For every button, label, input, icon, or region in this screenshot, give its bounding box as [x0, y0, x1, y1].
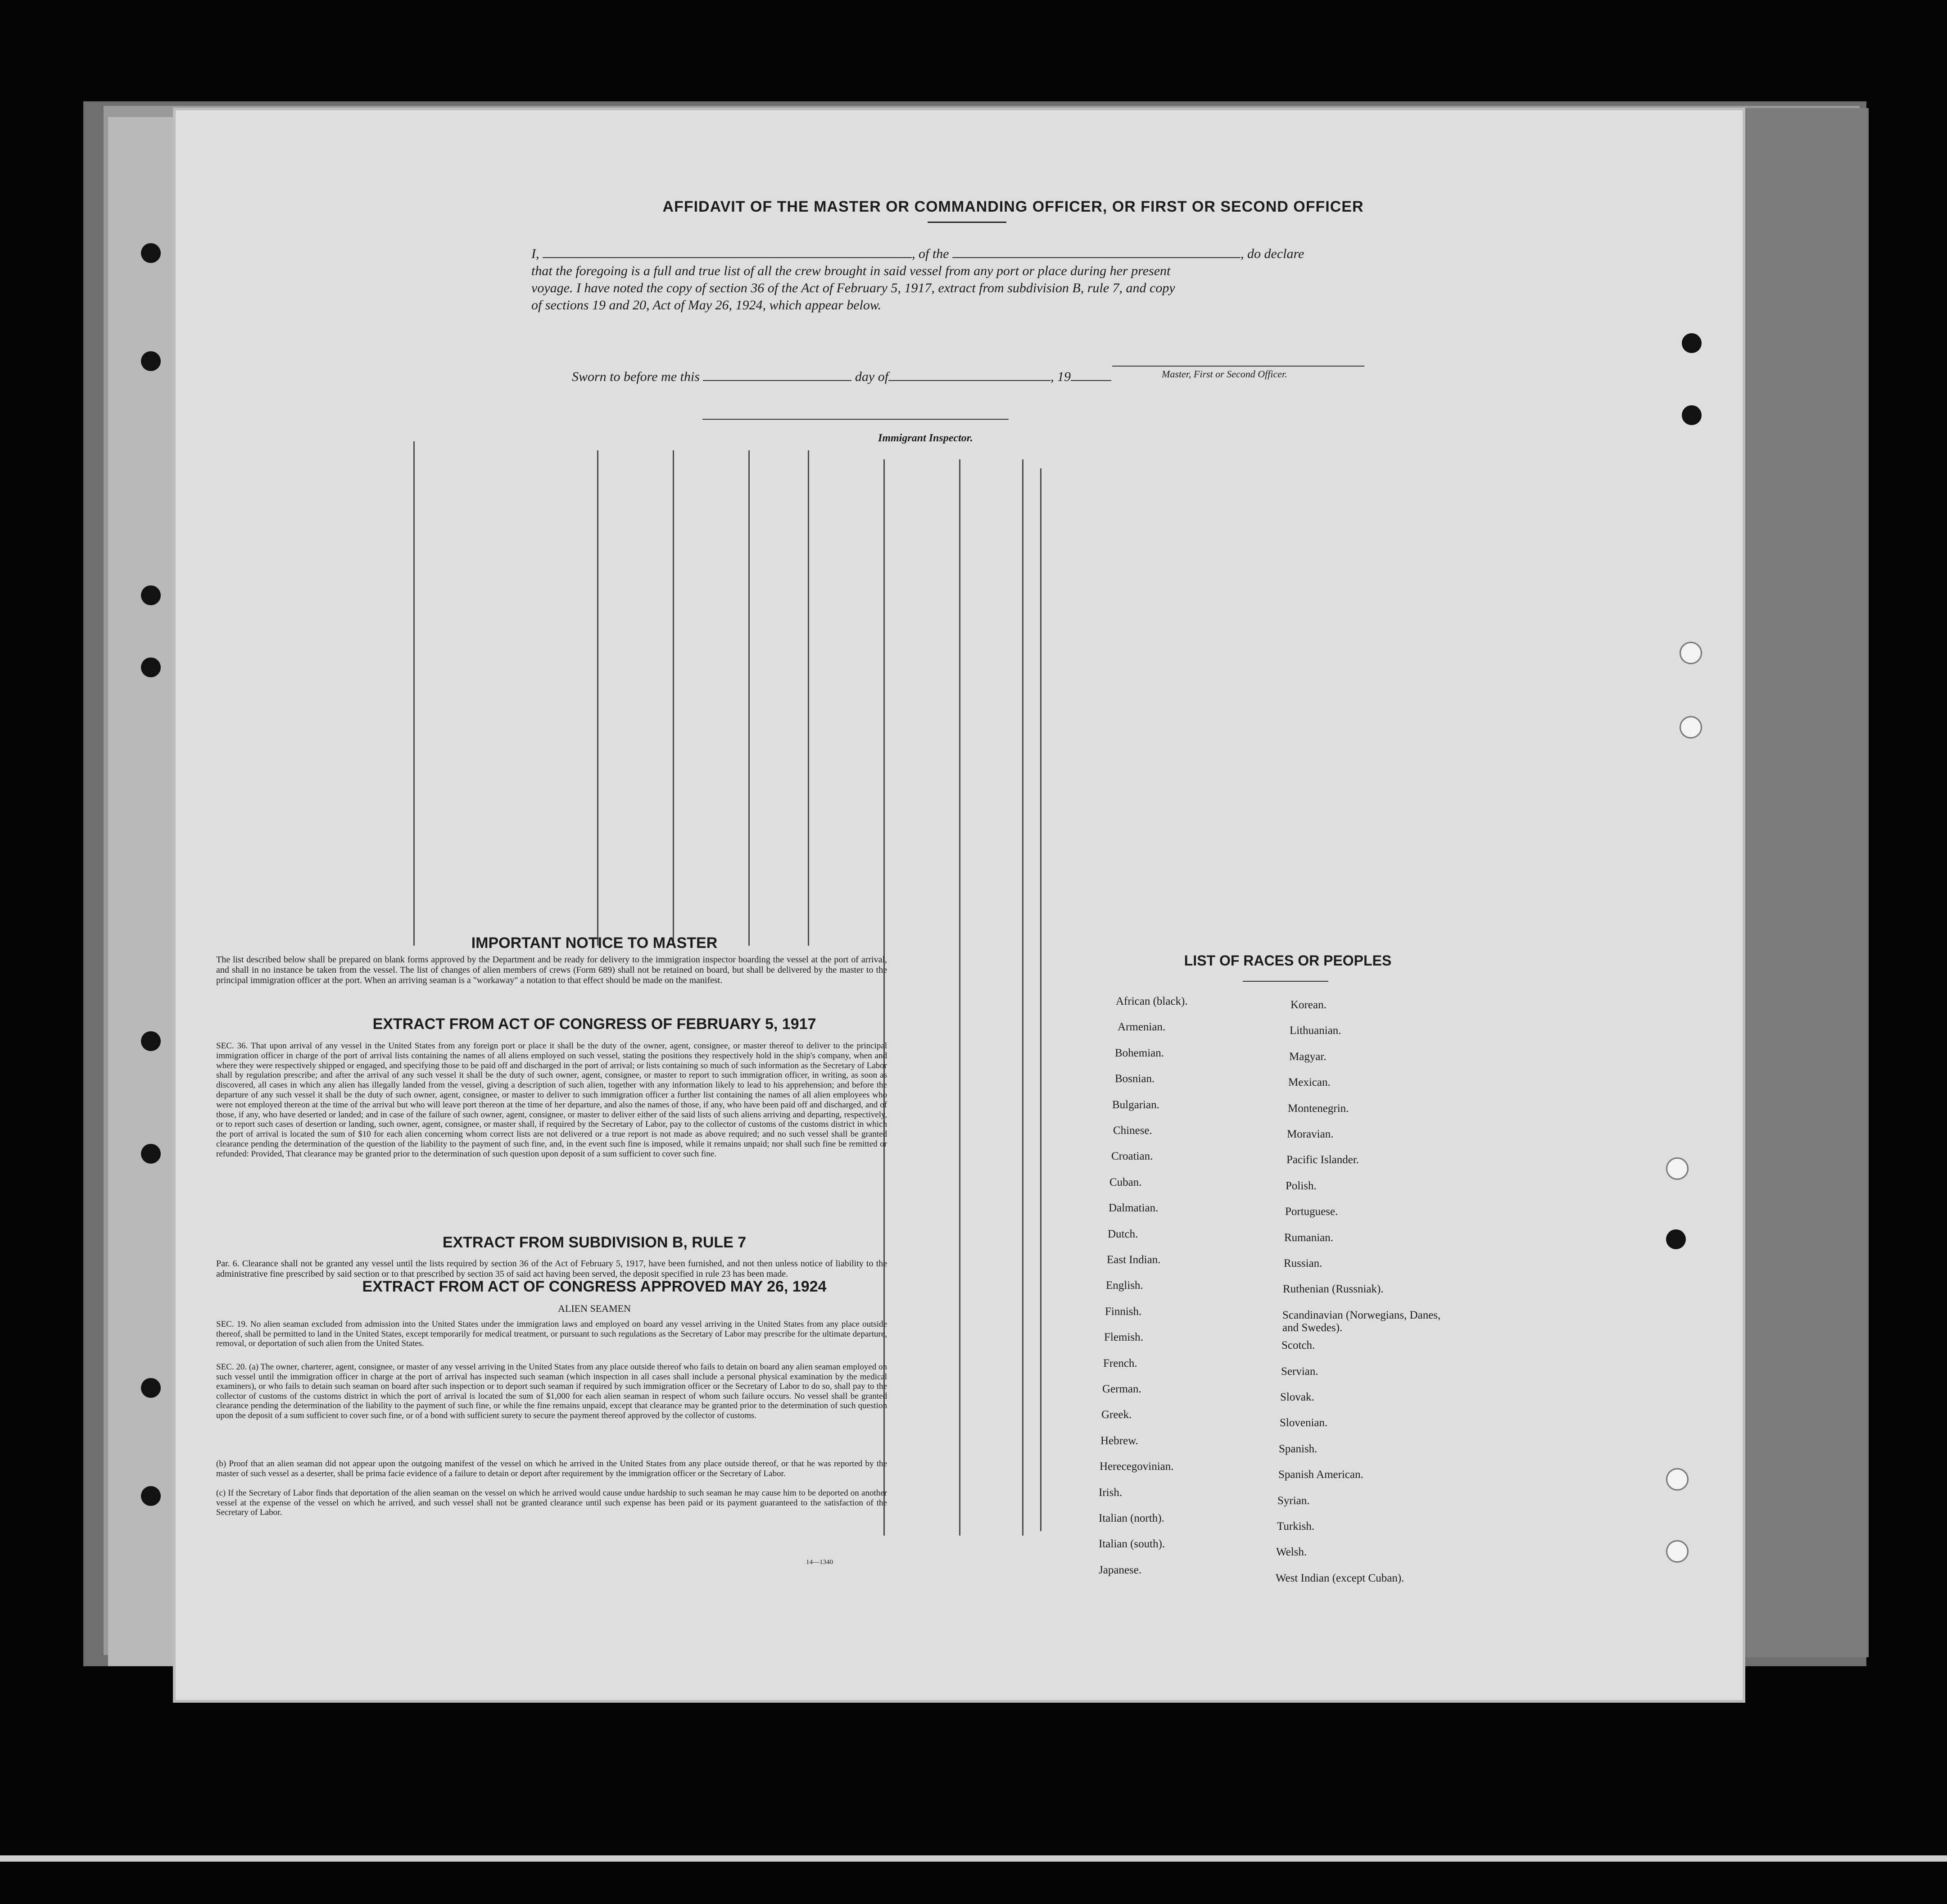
master-signature-label: Master, First or Second Officer. [1162, 368, 1287, 380]
right-flap-sheet [1734, 108, 1869, 1657]
race-item: German. [1102, 1383, 1141, 1395]
race-item: Chinese. [1113, 1124, 1152, 1137]
sec19-text: SEC. 19. No alien seaman excluded from admission into the United States under the immigration laws and employed on board any vessel arriving in the United States from any place outside thereof, shall be permitted to land in the United States, except temporarily for medical treatment, or pursuant to such regulations as the Secretary of Labor may prescribe for the ultimate departure, removal, or deportation of such alien from the United States. [216, 1319, 887, 1348]
sworn-text [572, 369, 1111, 385]
sworn-label: Sworn to before me this [572, 369, 700, 384]
binding-hole-icon [141, 1378, 161, 1398]
race-item: Slovenian. [1280, 1417, 1328, 1429]
binding-strip [108, 117, 176, 1666]
inspector-signature-line[interactable] [702, 419, 1009, 420]
race-item: Italian (north). [1099, 1512, 1164, 1524]
binding-hole-icon [1680, 716, 1702, 739]
rule7-title: EXTRACT FROM SUBDIVISION B, RULE 7 [442, 1234, 747, 1251]
master-signature-line[interactable] [1112, 366, 1364, 367]
race-item: Scotch. [1281, 1339, 1315, 1352]
extract-1924-subtitle: ALIEN SEAMEN [558, 1303, 631, 1314]
table-column-rule [1040, 468, 1041, 1531]
affidavit-line2: voyage. I have noted the copy of section 36 of the Act of February 5, 1917, extract from subdivision B, rule 7, and copy [531, 281, 1175, 295]
race-item: Ruthenian (Russniak). [1283, 1283, 1384, 1296]
race-item: Mexican. [1288, 1076, 1331, 1089]
sworn-day-field[interactable] [703, 380, 851, 381]
table-column-rule [413, 441, 415, 946]
race-item: Rumanian. [1284, 1231, 1334, 1244]
inspector-label: Immigrant Inspector. [878, 432, 973, 444]
binding-hole-icon [1666, 1540, 1689, 1563]
race-item: Spanish American. [1278, 1469, 1363, 1481]
race-item: Bohemian. [1115, 1047, 1164, 1059]
extract-1917-title: EXTRACT FROM ACT OF CONGRESS OF FEBRUARY 5, 1917 [372, 1015, 816, 1033]
binding-hole-icon [141, 1031, 161, 1051]
affidavit-title: AFFIDAVIT OF THE MASTER OR COMMANDING OFFICER, OR FIRST OR SECOND OFFICER [662, 198, 1364, 215]
race-item: Bosnian. [1115, 1073, 1155, 1085]
race-item: Irish. [1099, 1486, 1123, 1499]
binding-hole-icon [1666, 1229, 1686, 1249]
races-title-rule [1243, 981, 1328, 982]
binding-hole-icon [141, 243, 161, 263]
affidavit-of-the: , of the [912, 246, 949, 261]
race-item: Servian. [1281, 1365, 1318, 1378]
race-item: Lithuanian. [1290, 1025, 1341, 1037]
race-item: Spanish. [1279, 1442, 1318, 1455]
notice-body: The list described below shall be prepared on blank forms approved by the Department and be ready for delivery to the immigration inspector boarding the vessel at the port of arrival, and shall in no instance be taken from the vessel. The list of changes of alien members of crews (Form 689) shall not be retained on board, but shall be delivered by the master to the principal immigration officer at the port. When an arriving seaman is a "workaway" a notation to that effect should be made on the manifest. [216, 955, 887, 985]
table-column-rule [1022, 459, 1023, 1536]
affidavit-i-label: I, [531, 246, 539, 261]
race-item: African (black). [1116, 995, 1188, 1007]
binding-hole-icon [1680, 642, 1702, 664]
race-item: Greek. [1101, 1409, 1132, 1421]
race-item: Herecegovinian. [1100, 1460, 1174, 1473]
race-item: Dutch. [1108, 1228, 1138, 1240]
notice-title: IMPORTANT NOTICE TO MASTER [471, 934, 718, 952]
race-item: Korean. [1290, 999, 1327, 1011]
race-item: Portuguese. [1285, 1206, 1338, 1218]
race-item: Armenian. [1118, 1021, 1166, 1034]
year-label: , 19 [1050, 369, 1071, 384]
race-item: Turkish. [1277, 1520, 1315, 1532]
affidavit-do-declare: , do declare [1241, 246, 1304, 261]
race-item: Slovak. [1280, 1391, 1314, 1403]
sworn-month-field[interactable] [888, 380, 1050, 381]
binding-hole-icon [141, 1144, 161, 1164]
name-field[interactable] [543, 257, 912, 258]
binding-hole-icon [1682, 333, 1702, 353]
race-item: Pacific Islander. [1286, 1154, 1359, 1166]
form-number: 14—1340 [806, 1559, 833, 1566]
binding-hole-icon [1666, 1468, 1689, 1491]
race-item: Dalmatian. [1109, 1202, 1159, 1215]
race-item: Finnish. [1105, 1305, 1142, 1318]
binding-hole-icon [1682, 405, 1702, 425]
table-column-rule [673, 450, 674, 946]
race-item: East Indian. [1107, 1254, 1161, 1266]
race-item: Welsh. [1276, 1546, 1307, 1559]
sec20b-text: (b) Proof that an alien seaman did not appear upon the outgoing manifest of the vessel on which he arrived in the United States from any place outside thereof, or that he was reported by the master of such vessel as a deserter, shall be prima facie evidence of a failure to detain or deport after requirement by the immigration officer or the Secretary of Labor. [216, 1459, 887, 1478]
table-column-rule [959, 459, 960, 1536]
race-item: Bulgarian. [1112, 1098, 1159, 1111]
binding-hole-icon [141, 1486, 161, 1506]
title-rule [928, 222, 1006, 223]
race-item: Hebrew. [1100, 1434, 1138, 1447]
table-column-rule [748, 450, 750, 946]
binding-hole-icon [141, 657, 161, 677]
sec20-text: SEC. 20. (a) The owner, charterer, agent, consignee, or master of any vessel arriving in the United States from any place outside thereof who fails to detain on board any alien seaman employed on such vessel until the immigration officer in charge at the port of arrival has inspected such seaman (which inspection in all cases shall include a personal physical examination by the medical examiners), or who fails to detain such seaman on board after such inspection or to deport such seaman if required by such immigration officer or the Secretary of Labor to do so, shall pay to the collector of customs of the customs district in which the port of arrival is located the sum of $1,000 for each alien seaman in respect of whom such failure occurs. No vessel shall be granted clearance pending the determination of the liability to the payment of such fine, or while the fine remains unpaid, except that clearance may be granted prior to the determination of such question upon the deposit of a sum sufficient to cover such fine, or of a bond with sufficient surety to secure the payment thereof approved by the collector of customs. [216, 1362, 887, 1420]
race-item: Japanese. [1099, 1564, 1142, 1576]
race-item: English. [1106, 1279, 1143, 1292]
sworn-year-field[interactable] [1071, 380, 1111, 381]
extract-1924-title: EXTRACT FROM ACT OF CONGRESS APPROVED MAY 26, 1924 [362, 1278, 827, 1295]
affidavit-text [531, 245, 1396, 314]
race-item: Cuban. [1109, 1176, 1142, 1188]
race-item: Italian (south). [1099, 1538, 1165, 1550]
race-item: Flemish. [1104, 1331, 1143, 1344]
binding-hole-icon [1666, 1157, 1689, 1180]
races-title: LIST OF RACES OR PEOPLES [1184, 952, 1392, 969]
extract-1917-body: SEC. 36. That upon arrival of any vessel in the United States from any foreign port or place it shall be the duty of the owner, agent, consignee, or master thereof to deliver to the principal immigration officer in charge of the port of arrival lists containing the names of all aliens employed on such vessel, stating the positions they respectively hold in the ship's company, when and where they were respectively shipped or engaged, and specifying those to be paid off and discharged in the port of arrival; or lists containing so much of such information as the Secretary of Labor shall by regulation prescribe; and after the arrival of any such vessel it shall be the duty of such owner, agent, consignee, or master to report to such immigration officer, in writing, as soon as discovered, all cases in which any alien has illegally landed from the vessel, giving a description of such alien, together with any information likely to lead to his apprehension; and before the departure of any such vessel it shall be the duty of such owner, agent, consignee, or master to deliver to such immigration officer a further list containing the names of all alien employees who were not employed thereon at the time of the arrival but who will leave port thereon at the time of her departure, and also the names of those, if any, who have been paid off and discharged, and of those, if any, who have deserted or landed; and in case of the failure of such owner, agent, consignee, or master to deliver either of the said lists of such aliens arriving and departing, respectively, or to report such cases of desertion or landing, such owner, agent, consignee, or master shall, if required by the Secretary of Labor, pay to the collector of customs of the customs district in which the port of arrival is located the sum of $10 for each alien concerning whom correct lists are not delivered or a true report is not made as above required; and no such vessel shall be granted clearance pending the determination of the question of the liability to the payment of such fine, and, in the event such fine is imposed, while it remains unpaid; nor shall such fine be remitted or refunded: Provided, That clearance may be granted prior to the determination of such question upon deposit of a sum sufficient to cover such fine. [216, 1041, 887, 1159]
race-item: Polish. [1286, 1179, 1317, 1192]
race-item: Croatian. [1111, 1150, 1153, 1163]
table-column-rule [597, 450, 598, 946]
race-item: Moravian. [1287, 1128, 1334, 1140]
affidavit-line3: of sections 19 and 20, Act of May 26, 1924, which appear below. [531, 298, 882, 313]
race-item: Magyar. [1289, 1050, 1327, 1063]
affidavit-line1: that the foregoing is a full and true list of all the crew brought in said vessel from any port or place during her present [531, 263, 1171, 278]
race-item: West Indian (except Cuban). [1276, 1572, 1404, 1584]
sec20c-text: (c) If the Secretary of Labor finds that deportation of the alien seaman on the vessel on which he arrived would cause undue hardship to such seaman he may cause him to be deported on another vessel at the expense of the vessel on which he arrived, and such vessel shall not be granted clearance until such expense has been paid or its payment guaranteed to the satisfaction of the Secretary of Labor. [216, 1488, 887, 1517]
vessel-field[interactable] [952, 257, 1241, 258]
binding-hole-icon [141, 585, 161, 605]
rule7-body: Par. 6. Clearance shall not be granted any vessel until the lists required by section 36 of the Act of February 5, 1917, have been furnished, and not then unless notice of liability to the administrative fine prescribed by said section or to that prescribed by section 35 of said act having been served, the deposit specified in rule 23 has been made. [216, 1259, 887, 1279]
race-item: Montenegrin. [1288, 1102, 1349, 1115]
scan-bottom-edge [0, 1855, 1947, 1862]
race-item: Russian. [1284, 1257, 1322, 1269]
race-item: Scandinavian (Norwegians, Danes, and Swedes). [1282, 1309, 1441, 1334]
race-item: French. [1103, 1357, 1137, 1369]
day-of-label: day of [855, 369, 889, 384]
race-item: Syrian. [1277, 1494, 1310, 1507]
binding-hole-icon [141, 351, 161, 371]
table-column-rule [808, 450, 809, 946]
